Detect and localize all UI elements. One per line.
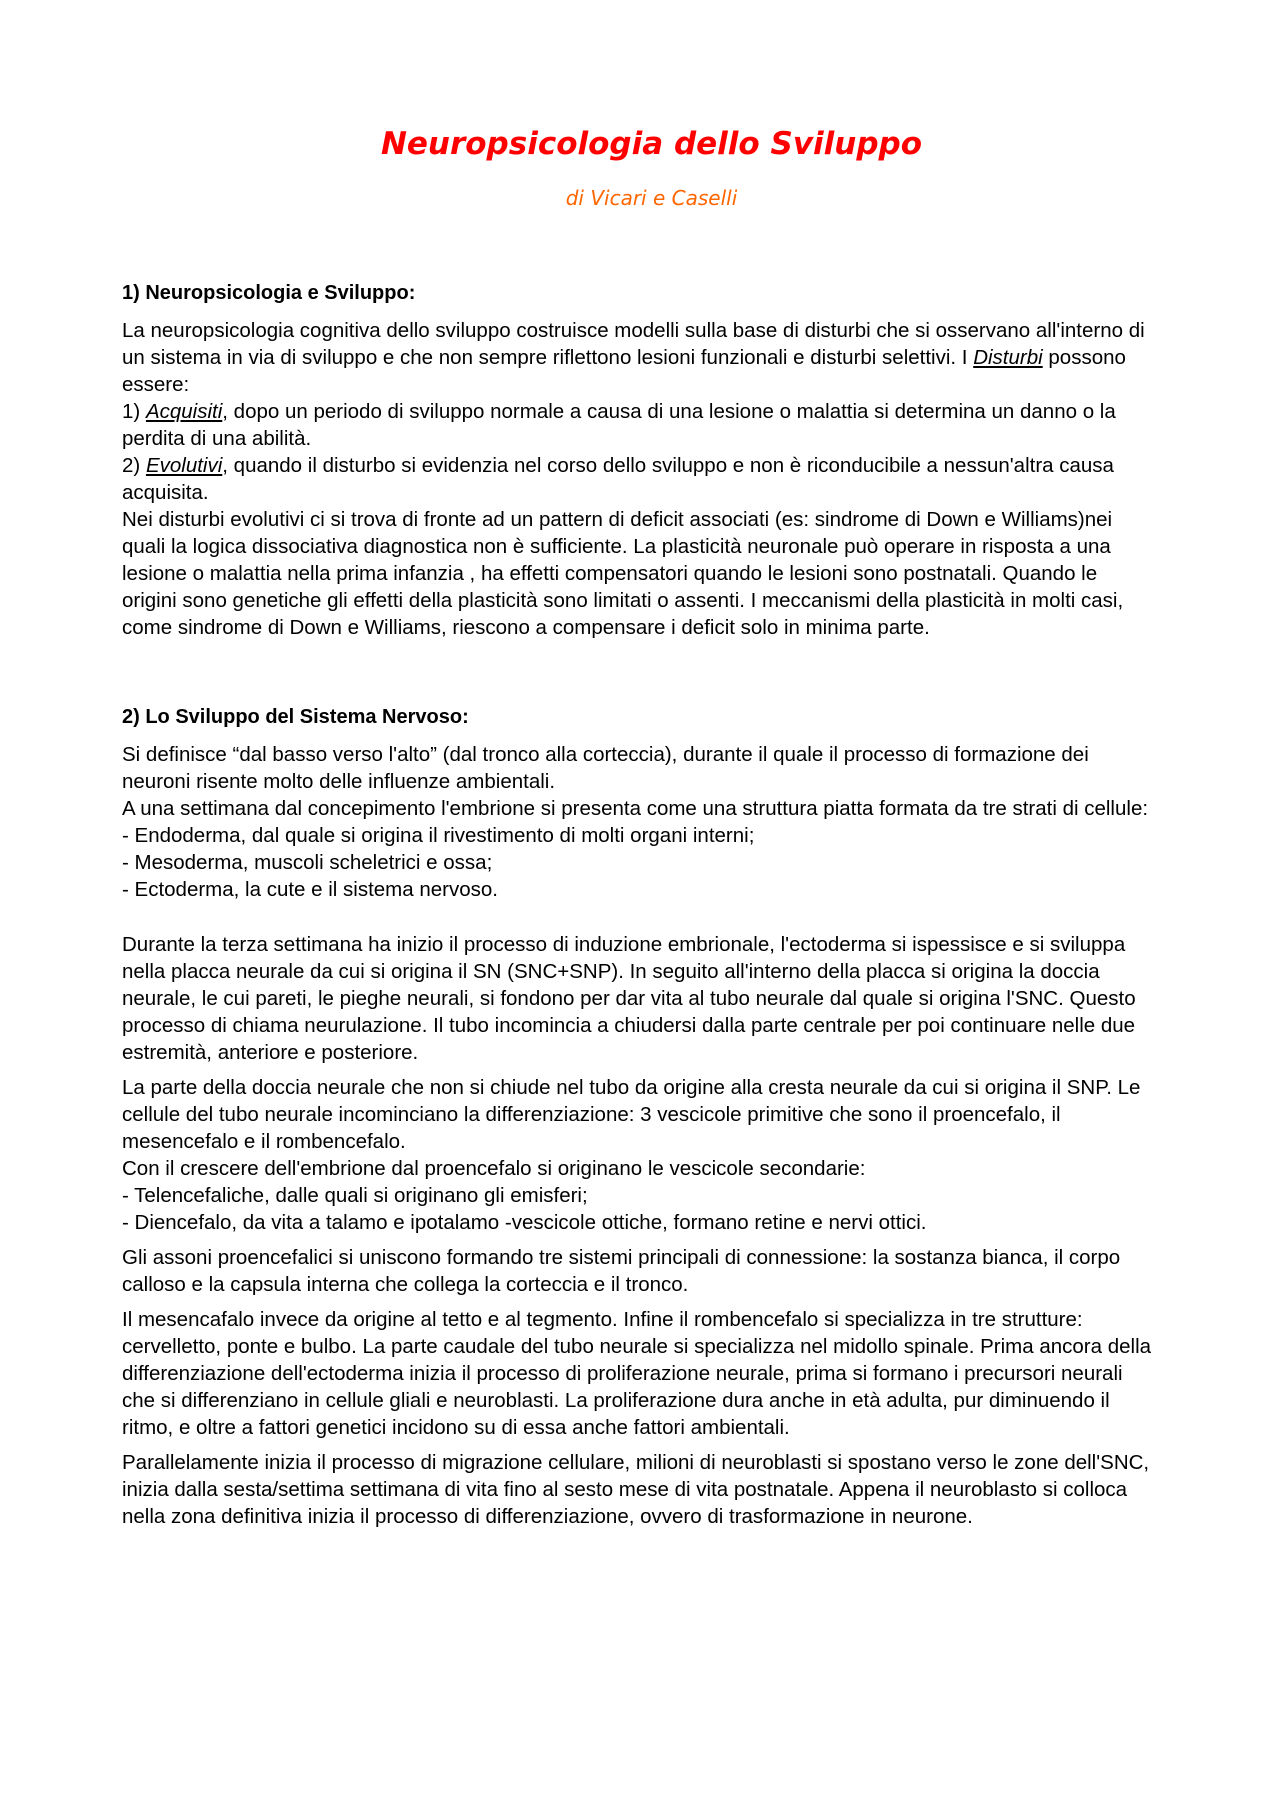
list-item: - Endoderma, dal quale si origina il rivestimento di molti organi interni; [122, 824, 755, 847]
section-heading: 2) Lo Sviluppo del Sistema Nervoso: [122, 706, 469, 728]
document-title: Neuropsicologia dello Sviluppo [380, 126, 923, 162]
term-evolutivi: Evolutivi [145, 454, 223, 477]
document-subtitle: di Vicari e Caselli [565, 186, 738, 210]
list-item: - Mesoderma, muscoli scheletrici e ossa; [122, 851, 493, 874]
list-item: - Diencefalo, da vita a talamo e ipotalamo -vescicole ottiche, formano retine e nervi ottici. [122, 1211, 927, 1234]
paragraph [122, 317, 1157, 398]
list-item: - Ectoderma, la cute e il sistema nervoso. [122, 878, 498, 901]
paragraph: Nei disturbi evolutivi ci si trova di fronte ad un pattern di deficit associati (es: sindrome di Down e Williams)nei quali la logica dissociativa diagnostica non è sufficiente. La plasticità neuronale può operare in risposta a una lesione o malattia nella prima infanzia , ha effetti compensatori quando le lesioni sono postnatali. Quando le origini sono genetiche gli effetti della plasticità sono limitati o assenti. I meccanismi della plasticità in molti casi, come sindrome di Down e Williams, riescono a compensare i deficit solo in minima parte. [122, 508, 1124, 639]
list-item [122, 398, 1157, 452]
section-neuropsicologia-sviluppo [122, 279, 1157, 641]
paragraph: Con il crescere dell'embrione dal proencefalo si originano le vescicole secondarie: [122, 1157, 866, 1180]
list-item: - Telencefaliche, dalle quali si originano gli emisferi; [122, 1184, 588, 1207]
term-acquisiti: Acquisiti [145, 400, 223, 423]
paragraph: Durante la terza settimana ha inizio il processo di induzione embrionale, l'ectoderma si ispessisce e si sviluppa nella placca neurale da cui si origina il SN (SNC+SNP). In seguito all'interno della placca si origina la doccia neurale, le cui pareti, le pieghe neurali, si fondono per dar vita al tubo neurale dal quale si origina l'SNC. Questo processo di chiama neurulazione. Il tubo incomincia a chiudersi dalla parte centrale per poi continuare nelle due estremità, anteriore e posteriore. [122, 933, 1136, 1064]
term-disturbi: Disturbi [973, 346, 1043, 369]
paragraph: Si definisce “dal basso verso l'alto” (dal tronco alla corteccia), durante il quale il processo di formazione dei neuroni risente molto delle influenze ambientali. [122, 743, 1089, 793]
paragraph-text: La neuropsicologia cognitiva dello sviluppo costruisce modelli sulla base di disturbi che si osservano all'interno di un sistema in via di sviluppo e che non sempre riflettono lesioni funzionali e disturbi selettivi. I [122, 319, 1145, 369]
list-item-number: 1) [122, 400, 146, 423]
paragraph: Il mesencafalo invece da origine al tetto e al tegmento. Infine il rombencefalo si specializza in tre strutture: cervelletto, ponte e bulbo. La parte caudale del tubo neurale si specializza nel midollo spinale. Prima ancora della differenziazione dell'ectoderma inizia il processo di proliferazione neurale, prima si formano i precursori neurali che si differenziano in cellule gliali e neuroblasti. La proliferazione dura anche in età adulta, pur diminuendo il ritmo, e oltre a fattori genetici incidono su di essa anche fattori ambientali. [122, 1308, 1152, 1439]
list-item-text: , quando il disturbo si evidenzia nel corso dello sviluppo e non è riconducibile a nessun'altra causa acquisita. [122, 454, 1114, 504]
paragraph: A una settimana dal concepimento l'embrione si presenta come una struttura piatta formata da tre strati di cellule: [122, 797, 1149, 820]
section-sviluppo-sistema-nervoso [122, 703, 1157, 1530]
list-item-number: 2) [122, 454, 146, 477]
section-heading: 1) Neuropsicologia e Sviluppo: [122, 282, 416, 304]
paragraph-text: possono essere: [122, 346, 1126, 396]
paragraph: Parallelamente inizia il processo di migrazione cellulare, milioni di neuroblasti si spostano verso le zone dell'SNC, inizia dalla sesta/settima settimana di vita fino al sesto mese di vita postnatale. Appena il neuroblasto si colloca nella zona definitiva inizia il processo di differenziazione, ovvero di trasformazione in neurone. [122, 1451, 1150, 1528]
list-item [122, 452, 1157, 506]
paragraph: Gli assoni proencefalici si uniscono formando tre sistemi principali di connessione: la sostanza bianca, il corpo calloso e la capsula interna che collega la corteccia e il tronco. [122, 1246, 1121, 1296]
list-item-text: , dopo un periodo di sviluppo normale a causa di una lesione o malattia si determina un danno o la perdita di una abilità. [122, 400, 1116, 450]
paragraph: La parte della doccia neurale che non si chiude nel tubo da origine alla cresta neurale da cui si origina il SNP. Le cellule del tubo neurale incominciano la differenziazione: 3 vescicole primitive che sono il proencefalo, il mesencefalo e il rombencefalo. [122, 1076, 1141, 1153]
